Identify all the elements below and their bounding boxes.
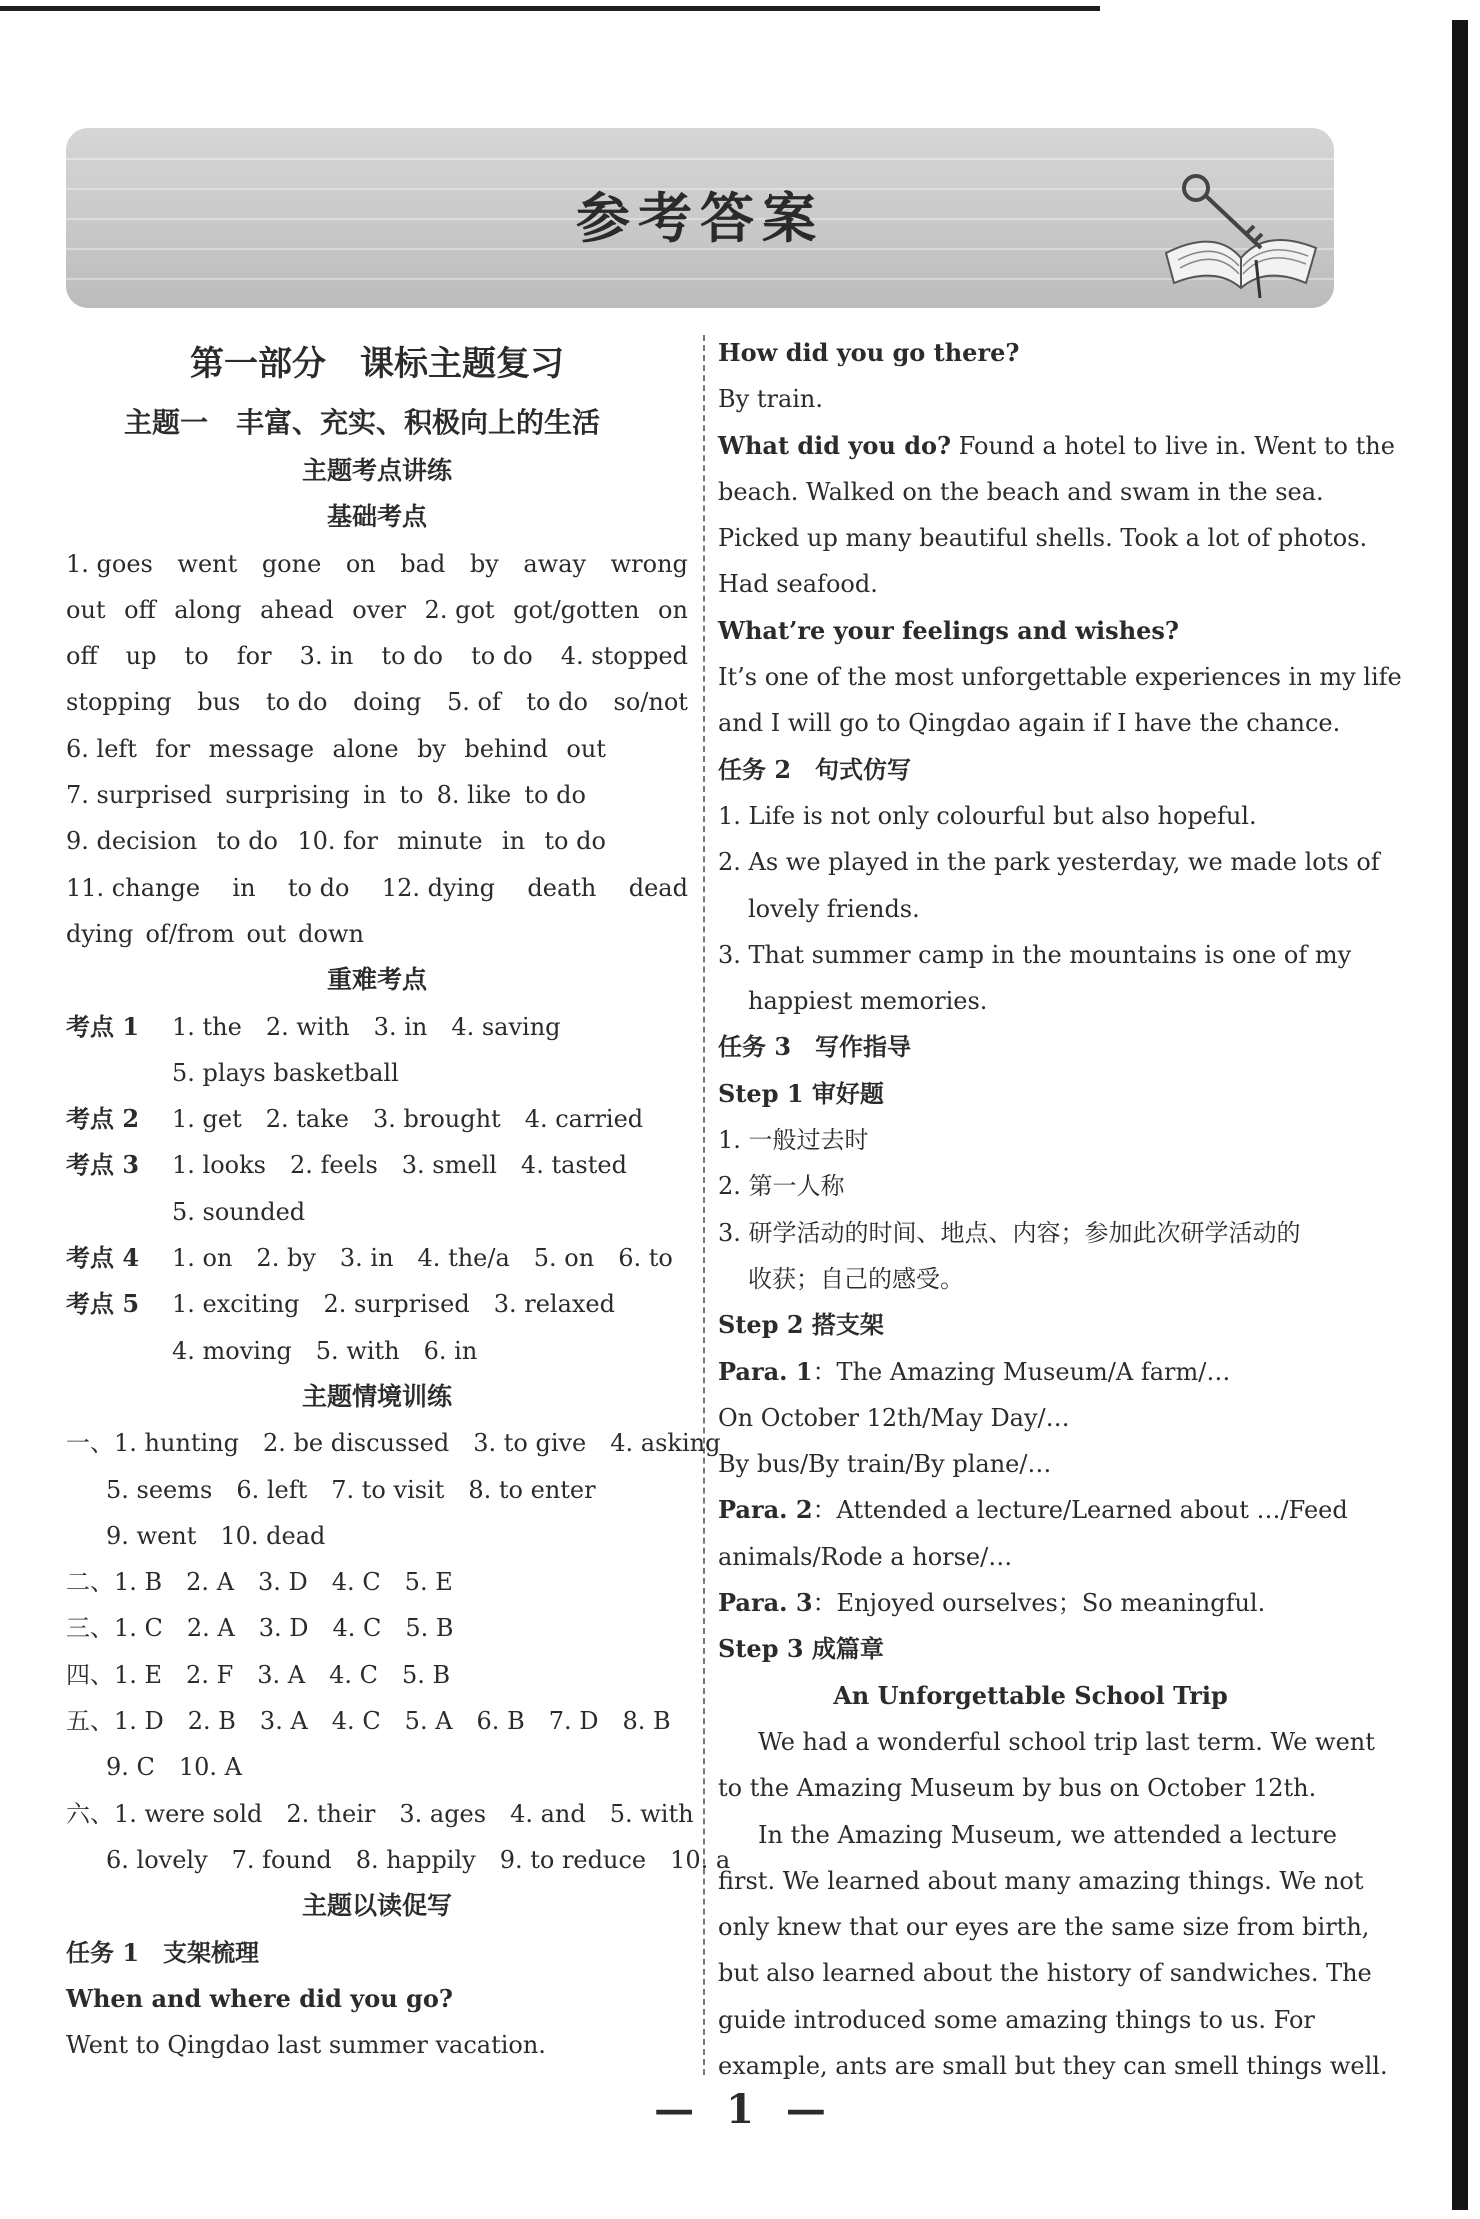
answer-line: happiest memories.: [748, 987, 988, 1016]
essay-line: to the Amazing Museum by bus on October 12th.: [718, 1774, 1317, 1803]
answer-line: Went to Qingdao last summer vacation.: [66, 2031, 546, 2060]
right-column: [718, 330, 1402, 2089]
answer-line: 5. sounded: [172, 1197, 306, 1226]
page-number: 1: [726, 2086, 754, 2133]
answer-line: 11. change in to do 12. dying death dead: [66, 873, 688, 902]
answer-line: 四、1. E 2. F 3. A 4. C 5. B: [66, 1660, 451, 1689]
answer-line: 5. plays basketball: [172, 1058, 399, 1087]
answer-line: 考点 4 1. on 2. by 3. in 4. the/a 5. on 6. to: [66, 1243, 673, 1273]
task-heading: 任务 3 写作指导: [718, 1032, 912, 1062]
answer-line: Picked up many beautiful shells. Took a lot of photos.: [718, 524, 1368, 553]
task-heading: 任务 2 句式仿写: [718, 754, 912, 784]
footer-dash-right: —: [785, 2086, 826, 2133]
top-rule: [0, 6, 1100, 11]
answer-line: animals/Rode a horse/…: [718, 1542, 1013, 1571]
column-divider: [703, 335, 705, 2075]
question-line: When and where did you go?: [66, 1983, 453, 2013]
answer-line: It’s one of the most unforgettable experiences in my life: [718, 663, 1402, 692]
section-heading: 主题情境训练: [301, 1381, 452, 1411]
answer-line: 6. left for message alone by behind out: [66, 734, 606, 763]
answer-line: By bus/By train/By plane/…: [718, 1450, 1052, 1479]
left-column: [66, 330, 731, 2068]
step-heading: Step 3 成篇章: [718, 1634, 884, 1664]
task-heading: 任务 1 支架梳理: [66, 1937, 260, 1967]
answer-line: 三、1. C 2. A 3. D 4. C 5. B: [66, 1614, 454, 1643]
answer-line: dying of/from out down: [66, 919, 364, 948]
answer-line: 一、1. hunting 2. be discussed 3. to give 4. asking: [66, 1429, 721, 1458]
answer-line: What did you do? Found a hotel to live in. Went to the: [718, 430, 1395, 460]
answer-line: 考点 3 1. looks 2. feels 3. smell 4. tasted: [66, 1150, 627, 1180]
answer-line: 六、1. were sold 2. their 3. ages 4. and 5. with: [66, 1799, 694, 1828]
page-footer: [0, 2086, 1480, 2133]
section-heading: 主题考点讲练: [301, 456, 452, 485]
answer-line: 考点 2 1. get 2. take 3. brought 4. carried: [66, 1104, 644, 1134]
essay-line: first. We learned about many amazing things. We not: [718, 1866, 1364, 1895]
answer-line: 1. 一般过去时: [718, 1126, 869, 1155]
answer-line: 1. goes went gone on bad by away wrong: [66, 549, 688, 578]
answer-line: Para. 3：Enjoyed ourselves；So meaningful.: [718, 1588, 1266, 1618]
answer-line: out off along ahead over 2. got got/gotten on: [66, 595, 688, 624]
footer-dash-left: —: [654, 2086, 695, 2133]
answer-line: 9. went 10. dead: [106, 1521, 326, 1550]
answer-line: Para. 2：Attended a lecture/Learned about …/Feed: [718, 1495, 1348, 1525]
essay-line: We had a wonderful school trip last term. We went: [758, 1727, 1375, 1756]
answer-line: 9. decision to do 10. for minute in to do: [66, 827, 606, 856]
page-title: 参考答案: [576, 187, 824, 250]
answer-line: 3. That summer camp in the mountains is one of my: [718, 940, 1352, 969]
question-line: What’re your feelings and wishes?: [718, 615, 1179, 645]
book-key-icon: [1156, 148, 1326, 298]
subsection-heading: 基础考点: [326, 502, 427, 532]
question-line: How did you go there?: [718, 338, 1020, 367]
essay-title: An Unforgettable School Trip: [833, 1680, 1228, 1710]
essay-line: In the Amazing Museum, we attended a lecture: [758, 1820, 1337, 1849]
page-edge-shadow: [1452, 20, 1468, 2210]
essay-line: example, ants are small but they can smell things well.: [718, 2051, 1388, 2080]
answer-line: 收获；自己的感受。: [748, 1264, 964, 1293]
answer-line: 2. 第一人称: [718, 1172, 845, 1201]
theme-title: 主题一 丰富、充实、积极向上的生活: [124, 406, 601, 439]
essay-line: only knew that our eyes are the same size from birth,: [718, 1913, 1370, 1942]
answer-line: 9. C 10. A: [106, 1753, 243, 1782]
answer-line: off up to for 3. in to do to do 4. stopped: [66, 642, 688, 671]
essay-line: but also learned about the history of sandwiches. The: [718, 1959, 1372, 1988]
answer-line: 1. Life is not only colourful but also hopeful.: [718, 801, 1257, 830]
answer-line: On October 12th/May Day/…: [718, 1403, 1070, 1432]
answer-line: 7. surprised surprising in to 8. like to do: [66, 781, 586, 810]
title-banner: [66, 128, 1334, 308]
part-title: 第一部分 课标主题复习: [190, 344, 564, 384]
answer-line: Para. 1：The Amazing Museum/A farm/…: [718, 1356, 1231, 1386]
answer-line: 3. 研学活动的时间、地点、内容；参加此次研学活动的: [718, 1218, 1301, 1247]
answer-line: lovely friends.: [748, 894, 920, 923]
answer-line: 4. moving 5. with 6. in: [172, 1336, 478, 1365]
answer-line: stopping bus to do doing 5. of to do so/not: [66, 688, 688, 717]
answer-line: By train.: [718, 385, 824, 414]
answer-line: 五、1. D 2. B 3. A 4. C 5. A 6. B 7. D 8. B: [66, 1707, 671, 1736]
essay-line: guide introduced some amazing things to us. For: [718, 2005, 1315, 2034]
answer-line: 二、1. B 2. A 3. D 4. C 5. E: [66, 1568, 453, 1597]
answer-line: 5. seems 6. left 7. to visit 8. to enter: [106, 1475, 596, 1504]
section-heading: 主题以读促写: [301, 1891, 452, 1921]
answer-line: beach. Walked on the beach and swam in the sea.: [718, 477, 1324, 506]
answer-line: and I will go to Qingdao again if I have the chance.: [718, 709, 1341, 738]
answer-line: 6. lovely 7. found 8. happily 9. to reduce 10. a: [106, 1845, 731, 1874]
step-heading: Step 1 审好题: [718, 1078, 884, 1108]
answer-line: 考点 1 1. the 2. with 3. in 4. saving: [66, 1011, 561, 1041]
answer-line: 考点 5 1. exciting 2. surprised 3. relaxed: [66, 1289, 615, 1319]
answer-line: Had seafood.: [718, 570, 878, 599]
step-heading: Step 2 搭支架: [718, 1310, 884, 1340]
answer-line: 2. As we played in the park yesterday, we made lots of: [718, 848, 1380, 877]
subsection-heading: 重难考点: [326, 965, 427, 995]
